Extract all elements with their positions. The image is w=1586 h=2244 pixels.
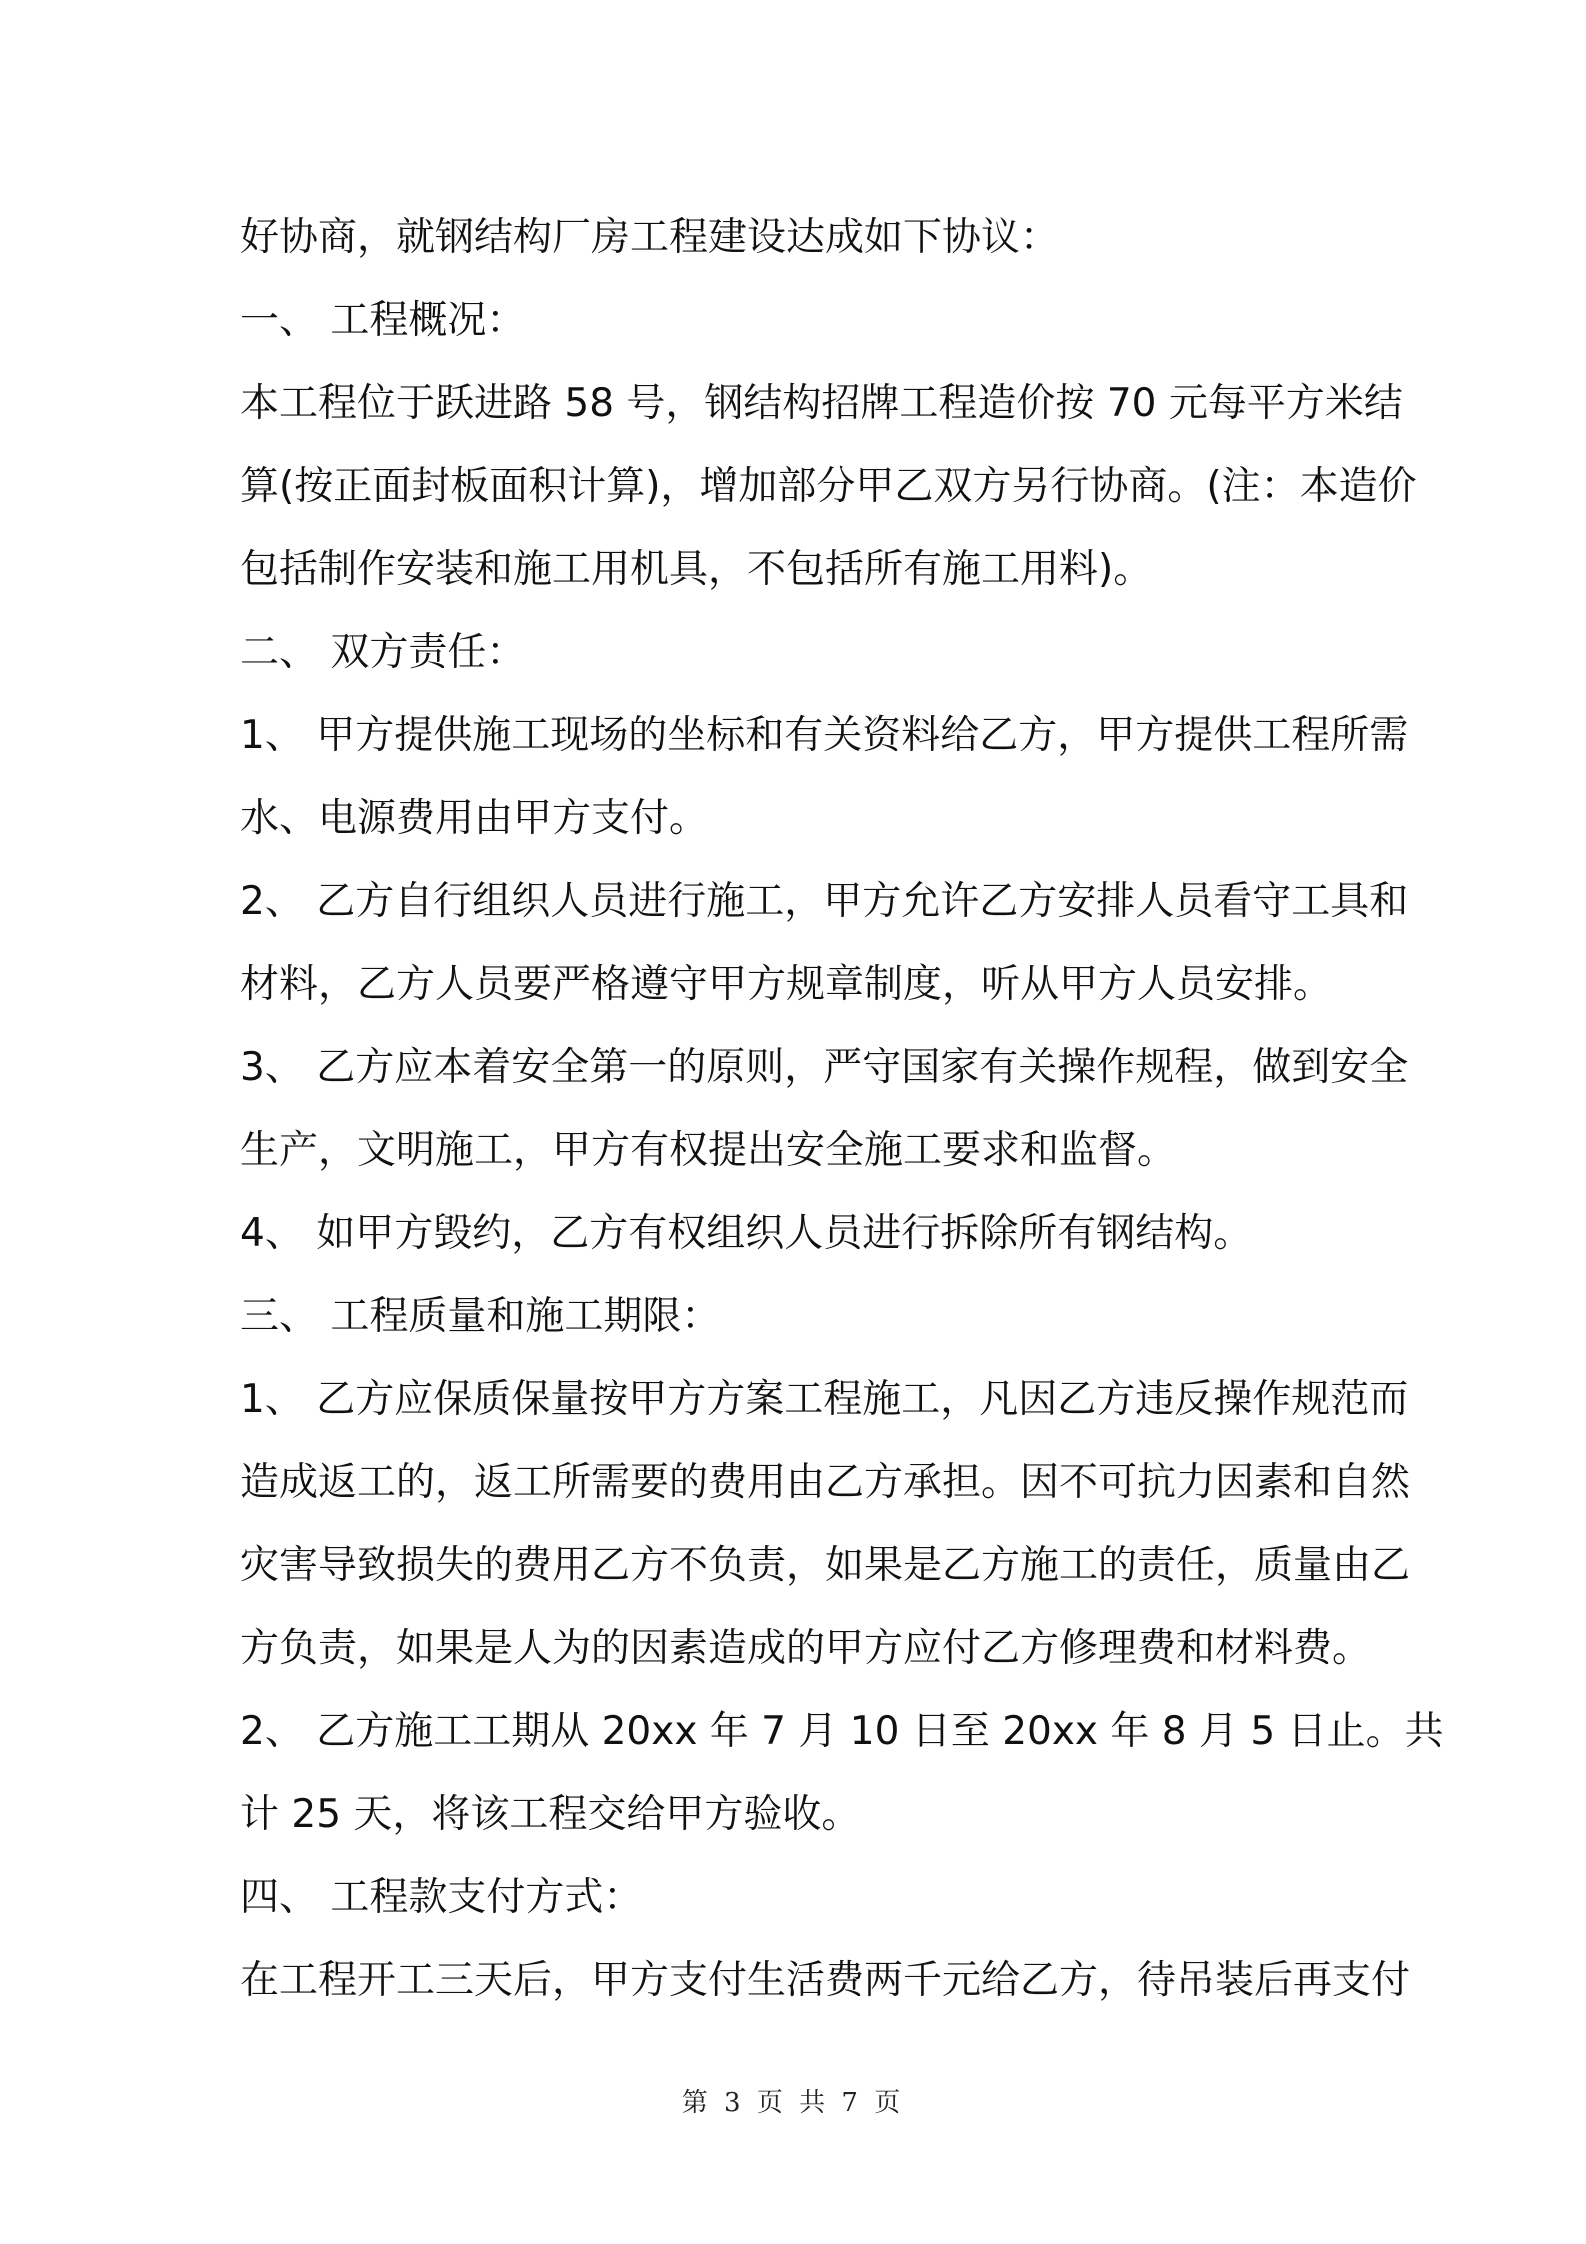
text-line: 1、 乙方应保质保量按甲方方案工程施工，凡因乙方违反操作规范而 xyxy=(240,1377,1409,1422)
text-line: 材料，乙方人员要严格遵守甲方规章制度，听从甲方人员安排。 xyxy=(240,962,1333,1007)
document-body xyxy=(240,196,1444,2022)
text-line: 4、 如甲方毁约，乙方有权组织人员进行拆除所有钢结构。 xyxy=(240,1211,1253,1256)
text-line: 计 25 天，将该工程交给甲方验收。 xyxy=(240,1792,861,1837)
text-line: 方负责，如果是人为的因素造成的甲方应付乙方修理费和材料费。 xyxy=(240,1626,1372,1671)
text-line: 水、电源费用由甲方支付。 xyxy=(240,796,709,841)
section-heading: 三、 工程质量和施工期限： xyxy=(240,1294,721,1339)
text-line: 本工程位于跃进路 58 号，钢结构招牌工程造价按 70 元每平方米结 xyxy=(240,381,1403,426)
page-number-footer: 第 3 页 共 7 页 xyxy=(681,2088,905,2118)
text-line: 灾害导致损失的费用乙方不负责，如果是乙方施工的责任，质量由乙 xyxy=(240,1543,1411,1588)
text-line: 2、 乙方自行组织人员进行施工，甲方允许乙方安排人员看守工具和 xyxy=(240,879,1409,924)
text-line: 在工程开工三天后，甲方支付生活费两千元给乙方，待吊装后再支付 xyxy=(240,1958,1411,2003)
text-line: 好协商，就钢结构厂房工程建设达成如下协议： xyxy=(240,215,1060,260)
section-heading: 一、 工程概况： xyxy=(240,298,526,343)
text-line: 生产，文明施工，甲方有权提出安全施工要求和监督。 xyxy=(240,1128,1177,1173)
section-heading: 四、 工程款支付方式： xyxy=(240,1875,643,1920)
text-line: 算(按正面封板面积计算)，增加部分甲乙双方另行协商。(注：本造价 xyxy=(240,464,1417,509)
text-line: 3、 乙方应本着安全第一的原则，严守国家有关操作规程，做到安全 xyxy=(240,1045,1409,1090)
text-line: 造成返工的，返工所需要的费用由乙方承担。因不可抗力因素和自然 xyxy=(240,1460,1411,1505)
text-line: 包括制作安装和施工用机具，不包括所有施工用料)。 xyxy=(240,547,1153,592)
text-line: 1、 甲方提供施工现场的坐标和有关资料给乙方，甲方提供工程所需 xyxy=(240,713,1409,758)
section-heading: 二、 双方责任： xyxy=(240,630,526,675)
text-line: 2、 乙方施工工期从 20xx 年 7 月 10 日至 20xx 年 8 月 5 日止。共 xyxy=(240,1709,1444,1754)
